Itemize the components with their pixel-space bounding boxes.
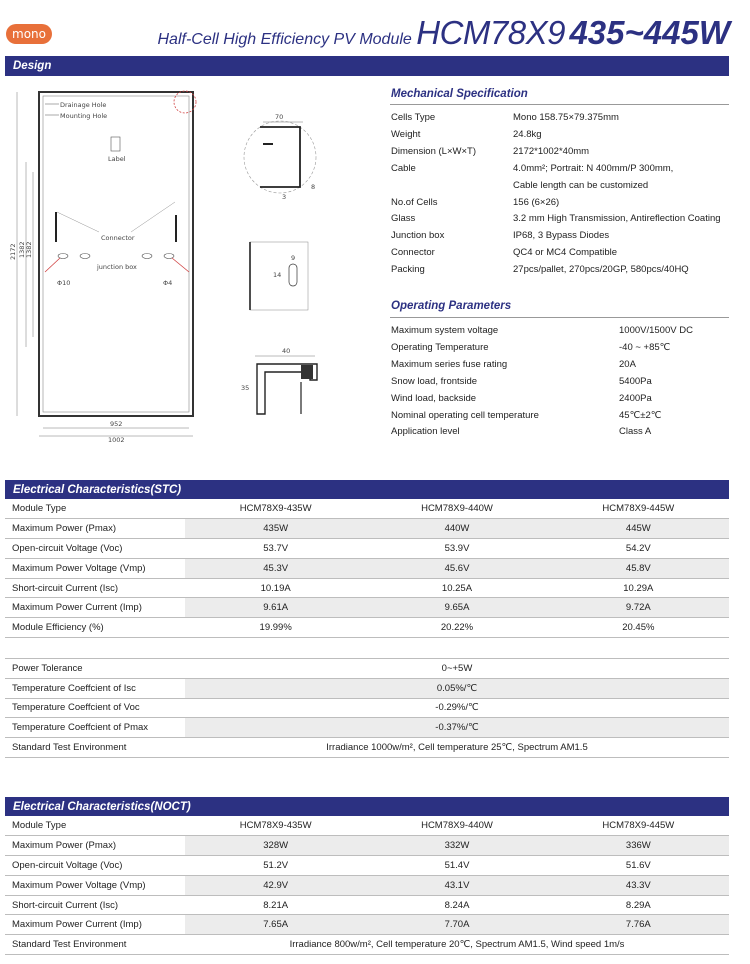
operating-value: 20A (619, 358, 636, 370)
mono-badge: mono (6, 24, 52, 44)
mechanical-value: QC4 or MC4 Compatible (513, 247, 618, 259)
tolerance-value: Irradiance 1000w/m², Cell temperature 25℃, Spectrum AM1.5 (185, 738, 729, 758)
mechanical-row (391, 129, 730, 146)
noct-header-row (5, 816, 729, 836)
dim-1382-outer: 1382 (18, 241, 26, 258)
noct-env-row (5, 935, 729, 955)
stc-row (5, 519, 729, 539)
mechanical-divider (390, 104, 729, 105)
product-model: HCM78X9 (416, 14, 565, 51)
noct-row (5, 836, 729, 856)
stc-cell: 20.45% (548, 618, 729, 638)
noct-cell: 8.29A (548, 895, 729, 915)
stc-cell: 10.29A (548, 578, 729, 598)
dim-1382-inner: 1382 (25, 241, 33, 258)
stc-row-label: Short-circuit Current (Isc) (5, 578, 185, 598)
stc-cell: 10.19A (185, 578, 366, 598)
stc-cell: 440W (366, 519, 547, 539)
mechanical-spec-title: Mechanical Specification (391, 88, 528, 100)
tolerance-row (5, 678, 729, 698)
mechanical-value: IP68, 3 Bypass Diodes (513, 230, 610, 242)
noct-cell: 336W (548, 836, 729, 856)
tolerance-row (5, 659, 729, 679)
operating-key: Application level (391, 426, 460, 438)
operating-row (391, 376, 730, 393)
mechanical-row (391, 112, 730, 129)
operating-value: Class A (619, 426, 652, 438)
noct-header-cell: HCM78X9-440W (366, 816, 547, 836)
noct-env-value: Irradiance 800w/m², Cell temperature 20℃, Spectrum AM1.5, Wind speed 1m/s (185, 935, 729, 955)
stc-row-label: Module Efficiency (%) (5, 618, 185, 638)
noct-cell: 51.6V (548, 856, 729, 876)
stc-header-row (5, 499, 729, 519)
noct-row-label: Maximum Power Current (Imp) (5, 915, 185, 935)
stc-cell: 53.7V (185, 539, 366, 559)
noct-header-cell: HCM78X9-445W (548, 816, 729, 836)
tolerance-value: -0.29%/℃ (185, 698, 729, 718)
mechanical-value: 24.8kg (513, 128, 542, 140)
noct-row (5, 915, 729, 935)
operating-key: Snow load, frontside (391, 375, 478, 387)
dim-952: 952 (110, 420, 123, 428)
operating-key: Maximum series fuse rating (391, 358, 508, 370)
stc-row-label: Maximum Power Voltage (Vmp) (5, 558, 185, 578)
stc-cell: 9.65A (366, 598, 547, 618)
mechanical-key: Glass (391, 213, 416, 225)
tolerance-value: 0.05%/℃ (185, 678, 729, 698)
dim-14: 14 (273, 271, 282, 279)
junction-box-label: junction box (97, 263, 137, 271)
mechanical-value: 3.2 mm High Transmission, Antireflection Coating (513, 213, 721, 225)
stc-header-cell: HCM78X9-435W (185, 499, 366, 519)
operating-row (391, 393, 730, 410)
tolerance-label: Temperature Coeffcient of Voc (5, 698, 185, 718)
stc-cell: 445W (548, 519, 729, 539)
noct-cell: 8.21A (185, 895, 366, 915)
mechanical-value: 2172*1002*40mm (513, 145, 590, 157)
mechanical-row (391, 197, 730, 214)
stc-row (5, 558, 729, 578)
mechanical-key: Cells Type (391, 112, 436, 123)
stc-cell: 53.9V (366, 539, 547, 559)
stc-cell: 54.2V (548, 539, 729, 559)
tolerance-value: -0.37%/℃ (185, 718, 729, 738)
mechanical-value: 4.0mm²; Portrait: N 400mm/P 300mm, (513, 162, 674, 174)
noct-row-label: Open-circuit Voltage (Voc) (5, 856, 185, 876)
design-section-bar: Design (5, 56, 729, 76)
mechanical-key: Junction box (391, 230, 445, 242)
mechanical-row (391, 247, 730, 264)
stc-cell: 45.8V (548, 558, 729, 578)
operating-key: Operating Temperature (391, 341, 489, 353)
operating-value: 1000V/1500V DC (619, 325, 693, 336)
label-text: Label (108, 155, 126, 163)
stc-cell: 435W (185, 519, 366, 539)
dim-35: 35 (241, 384, 250, 392)
operating-value: 2400Pa (619, 392, 652, 404)
dim-70: 70 (275, 113, 284, 121)
noct-cell: 51.4V (366, 856, 547, 876)
module-technical-drawing (5, 82, 377, 454)
stc-section-bar: Electrical Characteristics(STC) (5, 480, 729, 499)
noct-cell: 42.9V (185, 875, 366, 895)
operating-key: Wind load, backside (391, 392, 477, 404)
noct-section-bar: Electrical Characteristics(NOCT) (5, 797, 729, 816)
stc-cell: 20.22% (366, 618, 547, 638)
mechanical-value: 27pcs/pallet, 270pcs/20GP, 580pcs/40HQ (513, 264, 689, 276)
tolerance-label: Temperature Coeffcient of Isc (5, 678, 185, 698)
noct-header-cell: Module Type (5, 816, 185, 836)
noct-env-label: Standard Test Environment (5, 935, 185, 955)
noct-cell: 51.2V (185, 856, 366, 876)
operating-value: 45℃±2℃ (619, 409, 662, 421)
mechanical-row (391, 146, 730, 163)
noct-row (5, 895, 729, 915)
dim-3: 3 (282, 193, 287, 201)
mechanical-row (391, 163, 730, 180)
stc-cell: 45.6V (366, 558, 547, 578)
noct-table (5, 816, 729, 955)
tolerance-row (5, 718, 729, 738)
noct-cell: 43.3V (548, 875, 729, 895)
noct-row-label: Short-circuit Current (Isc) (5, 895, 185, 915)
mechanical-key: Weight (391, 128, 421, 140)
mechanical-spec-list (391, 112, 730, 281)
stc-row (5, 598, 729, 618)
stc-cell: 19.99% (185, 618, 366, 638)
stc-table (5, 499, 729, 638)
noct-cell: 7.70A (366, 915, 547, 935)
operating-row (391, 342, 730, 359)
stc-row-label: Maximum Power (Pmax) (5, 519, 185, 539)
stc-cell: 10.25A (366, 578, 547, 598)
mechanical-row (391, 213, 730, 230)
noct-cell: 7.65A (185, 915, 366, 935)
stc-header-cell: Module Type (5, 499, 185, 519)
noct-cell: 8.24A (366, 895, 547, 915)
stc-row (5, 539, 729, 559)
operating-value: 5400Pa (619, 375, 652, 387)
mechanical-key: Cable (391, 162, 416, 174)
noct-row (5, 856, 729, 876)
stc-header-cell: HCM78X9-445W (548, 499, 729, 519)
tolerance-table (5, 658, 729, 758)
dim-9: 9 (291, 254, 296, 262)
stc-row (5, 578, 729, 598)
product-subtitle: Half-Cell High Efficiency PV Module (157, 31, 412, 48)
noct-cell: 332W (366, 836, 547, 856)
operating-row (391, 426, 730, 443)
operating-params-title: Operating Parameters (391, 300, 512, 312)
operating-key: Maximum system voltage (391, 325, 499, 336)
noct-header-cell: HCM78X9-435W (185, 816, 366, 836)
stc-row-label: Open-circuit Voltage (Voc) (5, 539, 185, 559)
dim-1002: 1002 (108, 436, 125, 444)
phi4-label: Φ4 (163, 279, 173, 287)
dim-8: 8 (311, 183, 316, 191)
stc-row (5, 618, 729, 638)
mechanical-row (391, 180, 730, 197)
dim-2172: 2172 (9, 243, 17, 260)
operating-params-list (391, 325, 730, 443)
noct-cell: 328W (185, 836, 366, 856)
tolerance-label: Temperature Coeffcient of Pmax (5, 718, 185, 738)
operating-value: -40 ~ +85℃ (619, 341, 671, 353)
tolerance-label: Power Tolerance (5, 659, 185, 679)
tolerance-row (5, 698, 729, 718)
drainage-hole-label: Drainage Hole (60, 101, 107, 109)
mechanical-key: Dimension (L×W×T) (391, 145, 476, 157)
mechanical-value: 156 (6×26) (513, 196, 560, 208)
page-title (0, 14, 730, 52)
product-power-range: 435~445W (569, 14, 730, 51)
operating-row (391, 359, 730, 376)
tolerance-label: Standard Test Environment (5, 738, 185, 758)
tolerance-value: 0~+5W (185, 659, 729, 679)
stc-cell: 45.3V (185, 558, 366, 578)
noct-cell: 43.1V (366, 875, 547, 895)
dim-40: 40 (282, 347, 291, 355)
mechanical-row (391, 264, 730, 281)
mechanical-key: No.of Cells (391, 196, 438, 208)
noct-row (5, 875, 729, 895)
stc-cell: 9.61A (185, 598, 366, 618)
mechanical-value: Cable length can be customized (513, 179, 649, 191)
connector-label: Connector (101, 234, 135, 242)
mounting-hole-label: Mounting Hole (60, 112, 108, 120)
operating-row (391, 325, 730, 342)
phi10-label: Φ10 (57, 279, 71, 287)
operating-row (391, 410, 730, 427)
mechanical-row (391, 230, 730, 247)
stc-row-label: Maximum Power Current (Imp) (5, 598, 185, 618)
mechanical-key: Packing (391, 264, 425, 276)
noct-cell: 7.76A (548, 915, 729, 935)
noct-row-label: Maximum Power (Pmax) (5, 836, 185, 856)
stc-header-cell: HCM78X9-440W (366, 499, 547, 519)
mechanical-key: Connector (391, 247, 435, 259)
operating-key: Nominal operating cell temperature (391, 409, 539, 421)
noct-row-label: Maximum Power Voltage (Vmp) (5, 875, 185, 895)
tolerance-row (5, 738, 729, 758)
operating-divider (390, 317, 729, 318)
stc-cell: 9.72A (548, 598, 729, 618)
mechanical-value: Mono 158.75×79.375mm (513, 112, 619, 123)
